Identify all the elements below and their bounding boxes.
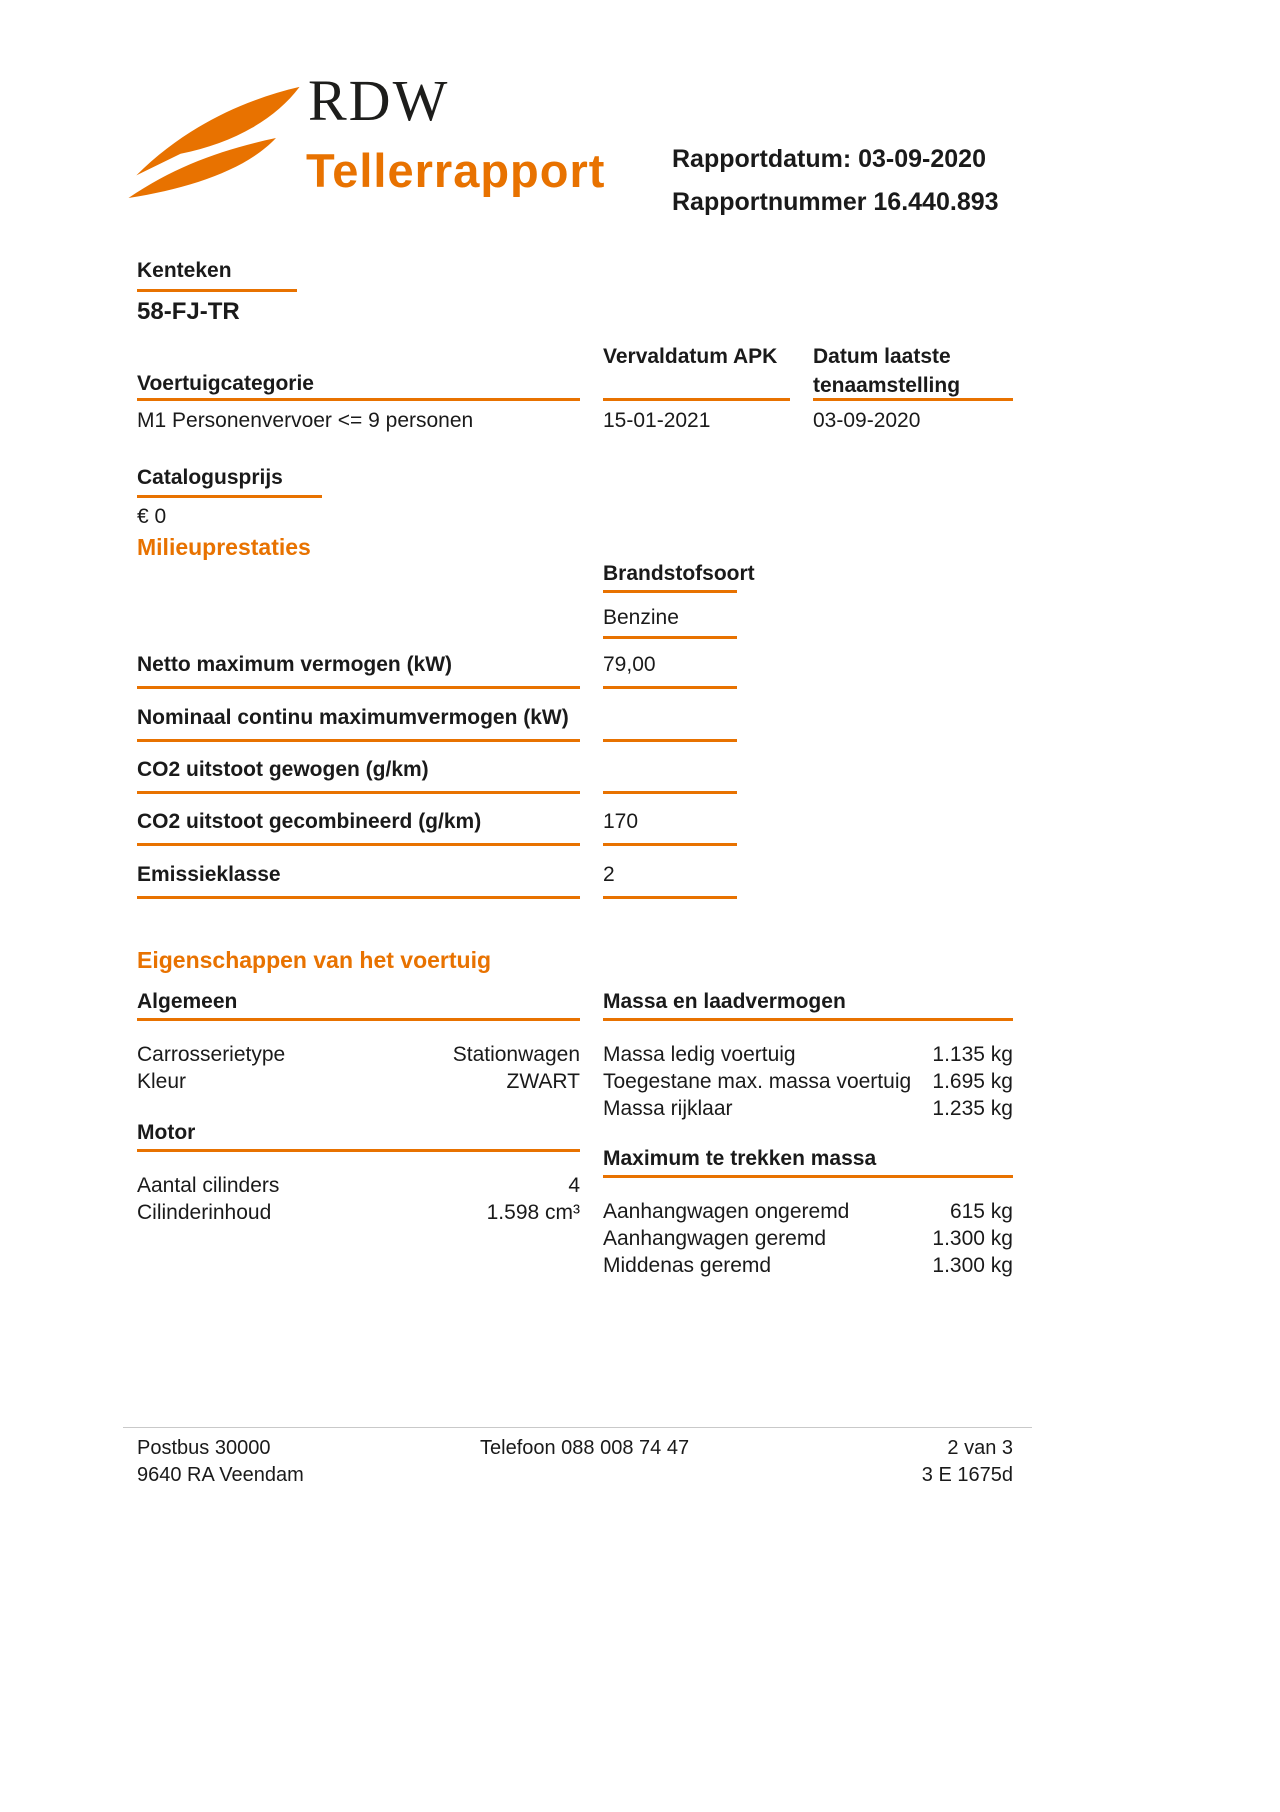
kv-label: Massa ledig voertuig [603,1043,796,1066]
motor-row-cilinderinhoud [137,1199,580,1226]
kv-value: 1.135 kg [932,1043,1013,1066]
motor-underline [137,1149,580,1152]
voertuigcategorie-value: M1 Personenvervoer <= 9 personen [137,409,474,432]
kenteken-underline [137,289,297,292]
voertuigcategorie-underline [137,398,580,401]
milieu-row-label-underline [137,791,580,794]
milieu-row-label: CO2 uitstoot gecombineerd (g/km) [137,810,482,833]
milieu-row-label-underline [137,843,580,846]
milieu-row-co2-gecombineerd [137,810,1013,856]
footer-address-line2: 9640 RA Veendam [137,1464,304,1486]
kv-label: Toegestane max. massa voertuig [603,1070,912,1093]
kv-value: 1.235 kg [932,1097,1013,1120]
milieu-row-value-underline [603,843,737,846]
milieu-row-label-underline [137,686,580,689]
report-date: Rapportdatum: 03-09-2020 [672,145,986,173]
trekken-heading: Maximum te trekken massa [603,1147,877,1170]
footer-address-line1: Postbus 30000 [137,1437,271,1459]
kv-label: Middenas geremd [603,1254,772,1277]
datum-tenaamstelling-value: 03-09-2020 [813,409,921,432]
milieu-row-emissieklasse [137,863,1013,909]
kenteken-value: 58-FJ-TR [137,298,240,325]
voertuigcategorie-label: Voertuigcategorie [137,372,314,395]
report-meta [672,138,999,224]
kv-value: 615 kg [949,1200,1013,1223]
trekken-rows [603,1198,1013,1279]
brandstofsoort-label-underline [603,590,737,593]
kv-value: ZWART [506,1070,580,1093]
massa-row-ledig [603,1041,1013,1068]
brandstofsoort-label: Brandstofsoort [603,562,755,585]
milieu-row-value: 170 [603,810,639,833]
milieu-row-co2-gewogen [137,758,1013,804]
footer-page-indicator: 2 van 3 [947,1437,1013,1459]
eigenschappen-heading: Eigenschappen van het voertuig [137,947,492,973]
motor-row-aantal-cilinders [137,1172,580,1199]
kv-label: Cilinderinhoud [137,1201,272,1224]
kv-label: Aanhangwagen ongeremd [603,1200,850,1223]
algemeen-underline [137,1018,580,1021]
vervaldatum-apk-value: 15-01-2021 [603,409,711,432]
footer-doc-code: 3 E 1675d [921,1464,1013,1486]
motor-rows [137,1172,580,1226]
milieu-row-value-underline [603,739,737,742]
massa-row-rijklaar [603,1095,1013,1122]
footer-divider [123,1427,1032,1428]
milieu-row-value: 79,00 [603,653,656,676]
massa-heading: Massa en laadvermogen [603,990,846,1013]
catalogusprijs-label: Catalogusprijs [137,466,283,489]
algemeen-heading: Algemeen [137,990,238,1013]
catalogusprijs-value: € 0 [137,505,167,528]
milieu-row-label: Emissieklasse [137,863,281,886]
vervaldatum-apk-underline [603,398,790,401]
footer-phone: Telefoon 088 008 74 47 [480,1437,690,1459]
kv-label: Kleur [137,1070,187,1093]
report-number: Rapportnummer 16.440.893 [672,188,999,216]
milieu-row-value-underline [603,896,737,899]
vervaldatum-apk-label: Vervaldatum APK [603,345,778,368]
motor-heading: Motor [137,1121,196,1144]
kenteken-label: Kenteken [137,259,232,282]
catalogusprijs-underline [137,495,322,498]
algemeen-row-kleur [137,1068,580,1095]
kv-value: 4 [568,1174,580,1197]
datum-tenaamstelling-label: Datum laatste tenaamstelling [813,345,961,397]
milieu-row-nominaal-vermogen [137,706,1013,752]
milieu-row-label: CO2 uitstoot gewogen (g/km) [137,758,429,781]
kv-label: Aantal cilinders [137,1174,280,1197]
milieu-row-value: 2 [603,863,615,886]
kv-value: 1.300 kg [932,1227,1013,1250]
trekken-underline [603,1175,1013,1178]
milieuprestaties-heading: Milieuprestaties [137,534,311,560]
datum-tenaamstelling-underline [813,398,1013,401]
milieu-row-netto-vermogen [137,653,1013,699]
brand-wordmark: RDW [308,68,450,133]
brandstofsoort-value: Benzine [603,606,679,629]
milieu-row-label-underline [137,896,580,899]
massa-rows [603,1041,1013,1122]
kv-label: Massa rijklaar [603,1097,733,1120]
rdw-flag-logo-icon [125,82,305,200]
massa-underline [603,1018,1013,1021]
milieu-row-label: Nominaal continu maximumvermogen (kW) [137,706,569,729]
kv-value: Stationwagen [452,1043,580,1066]
massa-row-toegestane-max [603,1068,1013,1095]
milieu-row-label: Netto maximum vermogen (kW) [137,653,453,676]
milieu-row-label-underline [137,739,580,742]
kv-label: Carrosserietype [137,1043,286,1066]
brandstofsoort-value-underline [603,636,737,639]
milieu-row-value-underline [603,686,737,689]
trekken-row-middenas [603,1252,1013,1279]
kv-value: 1.300 kg [932,1254,1013,1277]
kv-value: 1.695 kg [932,1070,1013,1093]
algemeen-row-carrosserietype [137,1041,580,1068]
trekken-row-geremd [603,1225,1013,1252]
milieu-row-value-underline [603,791,737,794]
trekken-row-ongeremd [603,1198,1013,1225]
algemeen-rows [137,1041,580,1095]
document-title: Tellerrapport [306,144,606,197]
kv-label: Aanhangwagen geremd [603,1227,827,1250]
kv-value: 1.598 cm³ [486,1201,580,1224]
